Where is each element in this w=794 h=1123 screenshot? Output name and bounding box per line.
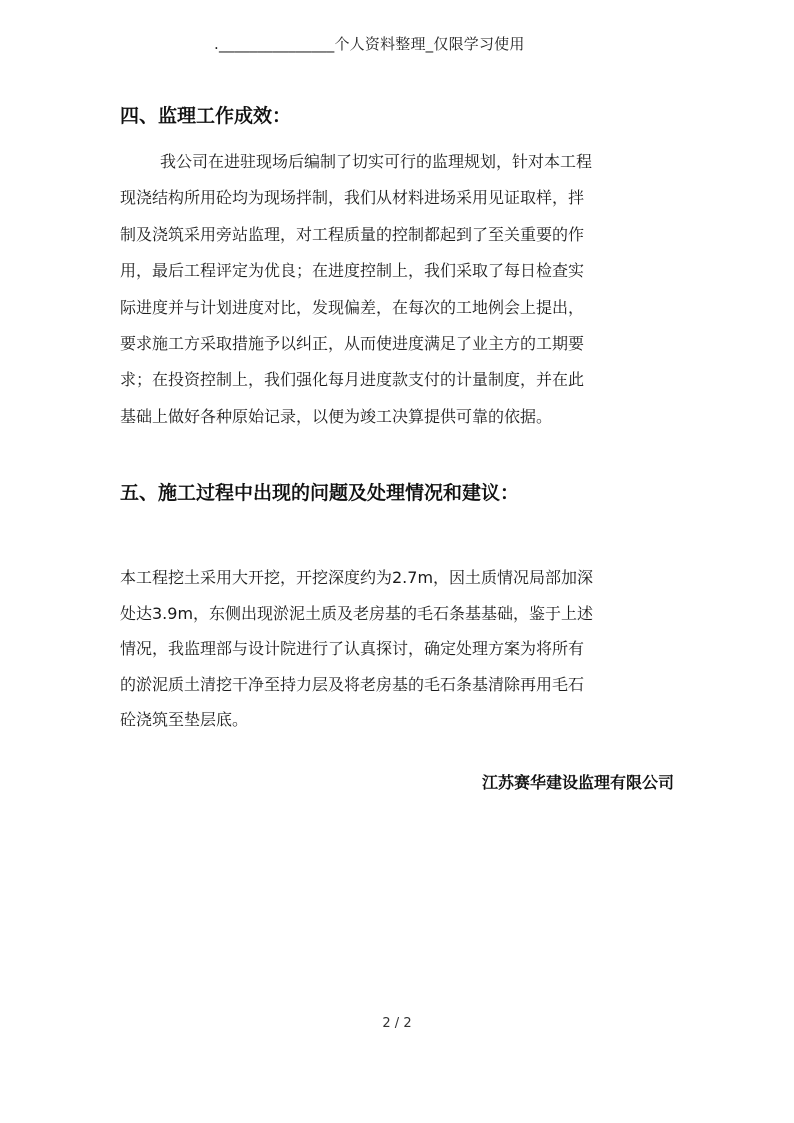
paragraph-issues bbox=[120, 560, 680, 738]
paragraph-line: 际进度并与计划进度对比，发现偏差，在每次的工地例会上提出， bbox=[120, 297, 585, 317]
section-heading-results: 四、监理工作成效： bbox=[120, 105, 292, 127]
paragraph-line: 制及浇筑采用旁站监理，对工程质量的控制都起到了至关重要的作 bbox=[120, 224, 585, 244]
paragraph-line: 基础上做好各种原始记录，以便为竣工决算提供可靠的依据。 bbox=[120, 406, 553, 426]
paragraph-line: 砼浇筑至垫层底。 bbox=[120, 710, 249, 729]
paragraph-line: 求；在投资控制上，我们强化每月进度款支付的计量制度，并在此 bbox=[120, 370, 585, 390]
paragraph-line: 我公司在进驻现场后编制了切实可行的监理规划，针对本工程 bbox=[160, 152, 593, 171]
section-heading-issues: 五、施工过程中出现的问题及处理情况和建议： bbox=[120, 482, 520, 504]
paragraph-line: 情况，我监理部与设计院进行了认真探讨，确定处理方案为将所有 bbox=[120, 639, 585, 658]
paragraph-results bbox=[120, 144, 680, 435]
paragraph-line: 要求施工方采取措施予以纠正，从而使进度满足了业主方的工期要 bbox=[120, 333, 585, 353]
paragraph-line: 的淤泥质土清挖干净至持力层及将老房基的毛石条基清除再用毛石 bbox=[120, 674, 585, 694]
paragraph-line: 本工程挖土采用大开挖，开挖深度约为2.7m，因土质情况局部加深 bbox=[120, 568, 594, 587]
paragraph-line: 现浇结构所用砼均为现场拌制，我们从材料进场采用见证取样，拌 bbox=[120, 188, 585, 208]
paragraph-line: 用，最后工程评定为优良；在进度控制上，我们采取了每日检查实 bbox=[120, 261, 585, 281]
page-number: 2 / 2 bbox=[382, 1016, 412, 1031]
paragraph-line: 处达3.9m，东侧出现淤泥土质及老房基的毛石条基基础，鉴于上述 bbox=[120, 603, 594, 623]
company-signature: 江苏赛华建设监理有限公司 bbox=[481, 773, 674, 792]
running-header: ._______________个人资料整理_仅限学习使用 bbox=[214, 35, 525, 53]
